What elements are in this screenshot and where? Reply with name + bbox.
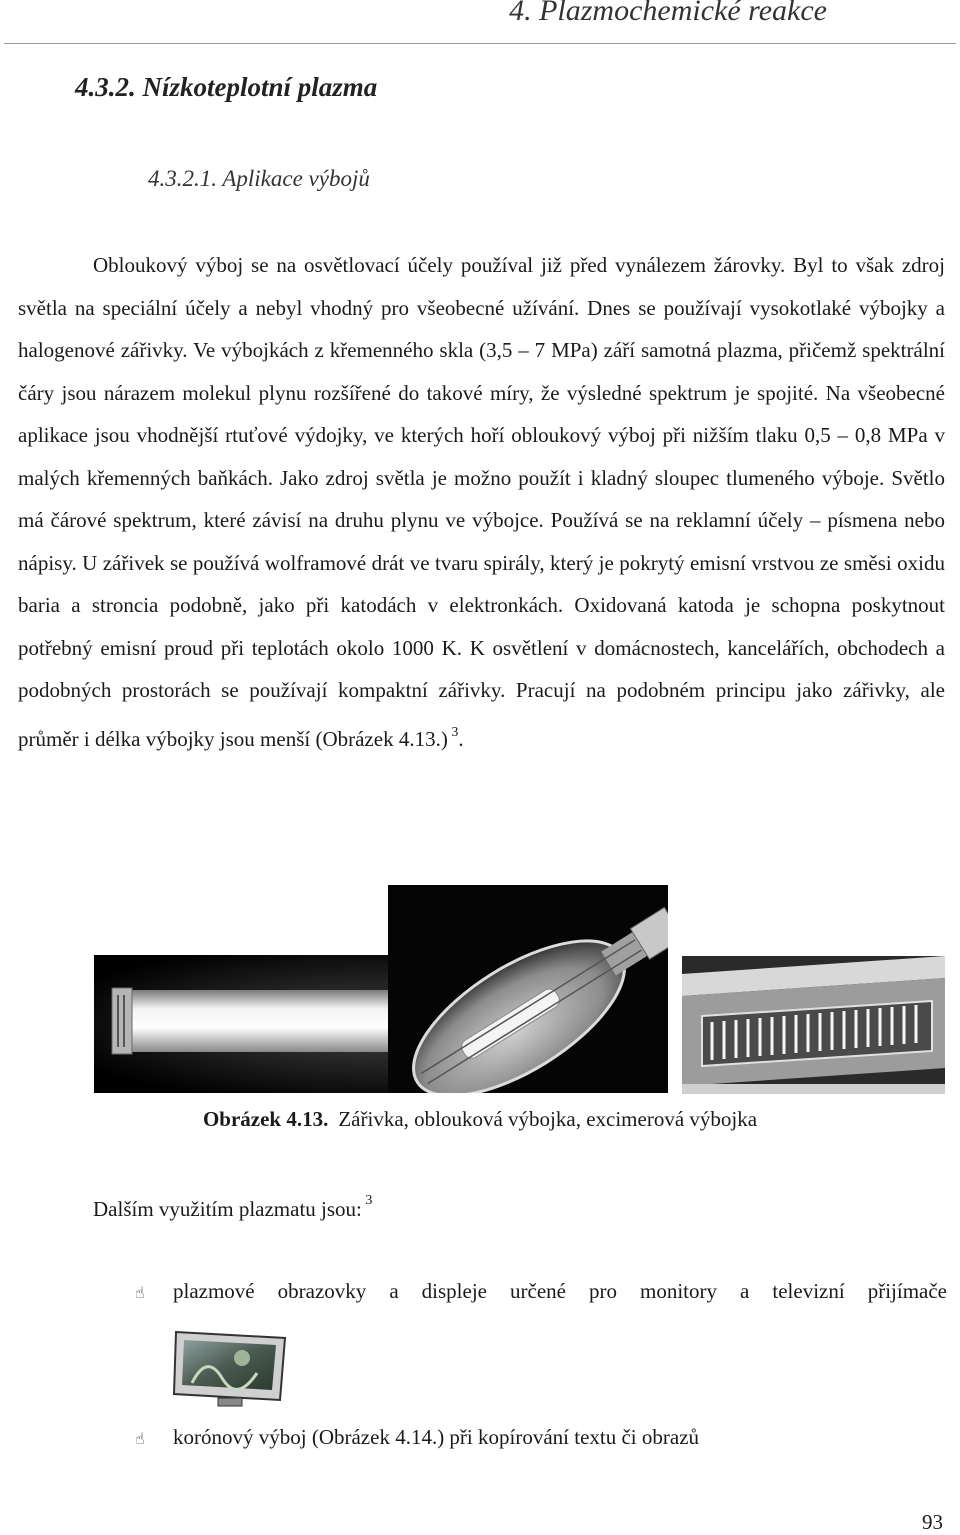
list-item-text: plazmové obrazovky a displeje určené pro monitory a televizní přijímače [173,1279,947,1303]
reference-superscript: 3 [365,1193,373,1208]
reference-superscript: 3 [451,724,459,740]
list-item [135,1425,947,1450]
body-paragraph [18,244,945,760]
hand-pointer-icon: ☝ [135,1283,145,1302]
figure-caption-text: Zářivka, oblouková výbojka, excimerová výbojka [338,1107,758,1131]
page-number: 93 [922,1510,943,1534]
hand-pointer-icon: ☝ [135,1429,145,1448]
figure-label: Obrázek 4.13. [202,1107,329,1131]
chapter-title: 4. Plazmochemické reakce [509,0,827,27]
arc-lamp-photo [388,885,668,1093]
subsection-heading: 4.3.2.1. Aplikace výbojů [148,166,370,191]
paragraph-end: . [458,726,464,751]
paragraph-text: Obloukový výboj se na osvětlovací účely používal již před vynálezem žárovky. Byl to však zdroj světla na speciální účely a nebyl vhodný pro všeobecné užívání. Dnes se používají vysokotlaké výbojky a halogenové zářivky. Ve výbojkách z křemenného skla (3,5 – 7 MPa) září samotná plazma, přičemž spektrální čáry jsou nárazem molekul plynu rozšířené do takové míry, že výsledné spektrum je spojité. Na všeobecné aplikace jsou vhodnější rtuťové výdojky, ve kterých hoří obloukový výboj při nižším tlaku 0,5 – 0,8 MPa v malých křemenných baňkách. Jako zdroj světla je možno použít i kladný sloupec tlumeného výboje. Světlo má čárové spektrum, které závisí na druhu plynu ve výbojce. Používá se na reklamní účely – písmena nebo nápisy. U zářivek se používá wolframové drát ve tvaru spirály, který je pokrytý emisní vrstvou ze směsi oxidu baria a stroncia podobně, jako při katodách v elektronkách. Oxidovaná katoda je schopna poskytnout potřebný emisní proud při teplotách okolo 1000 K. K osvětlení v domácnostech, kancelářích, obchodech a podobných prostorách se používají kompaktní zářivky. Pracují na podobném principu jako zářivky, ale průměr i délka výbojky jsou menší (Obrázek 4.13.) [18,253,945,751]
header-divider [4,43,956,44]
section-heading: 4.3.2. Nízkoteplotní plazma [75,72,378,102]
list-intro-text: Dalším využitím plazmatu jsou: [93,1197,362,1221]
list-intro [93,1193,372,1222]
list-item [135,1279,947,1304]
figure-caption [0,1107,960,1132]
list-item-text: korónový výboj (Obrázek 4.14.) při kopírování textu či obrazů [173,1425,700,1449]
excimer-lamp-photo [682,956,945,1094]
plasma-tv-picture [172,1328,289,1412]
